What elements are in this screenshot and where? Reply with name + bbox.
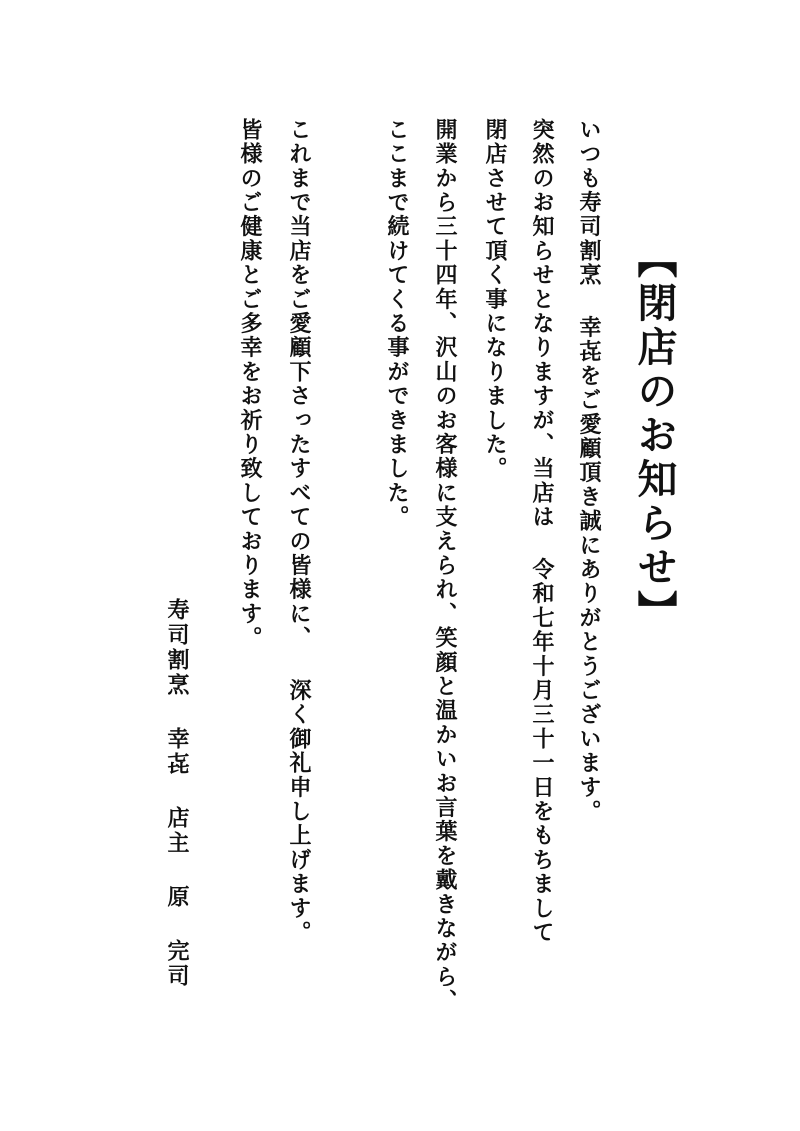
body-line: 開業から三十四年、沢山のお客様に支えられ、笑顔と温かいお言葉を戴きながら、 <box>432 118 458 1014</box>
signature: 寿司割烹 幸㐂 店主 原 完司 <box>164 598 190 989</box>
body-line: 突然のお知らせとなりますが、当店は 令和七年十月三十一日をもちまして <box>529 118 555 945</box>
body-line: いつも寿司割烹 幸㐂をご愛顧頂き誠にありがとうございます。 <box>576 118 602 824</box>
body-line: これまで当店をご愛顧下さったすべての皆様に、 深く御礼申し上げます。 <box>286 118 312 945</box>
body-line: 閉店させて頂く事になりました。 <box>482 118 508 481</box>
body-line: ここまで続けてくる事ができました。 <box>384 118 410 530</box>
body-line: 皆様のご健康とご多幸をお祈り致しております。 <box>237 118 263 651</box>
notice-title: 【閉店のお知らせ】 <box>631 238 678 634</box>
